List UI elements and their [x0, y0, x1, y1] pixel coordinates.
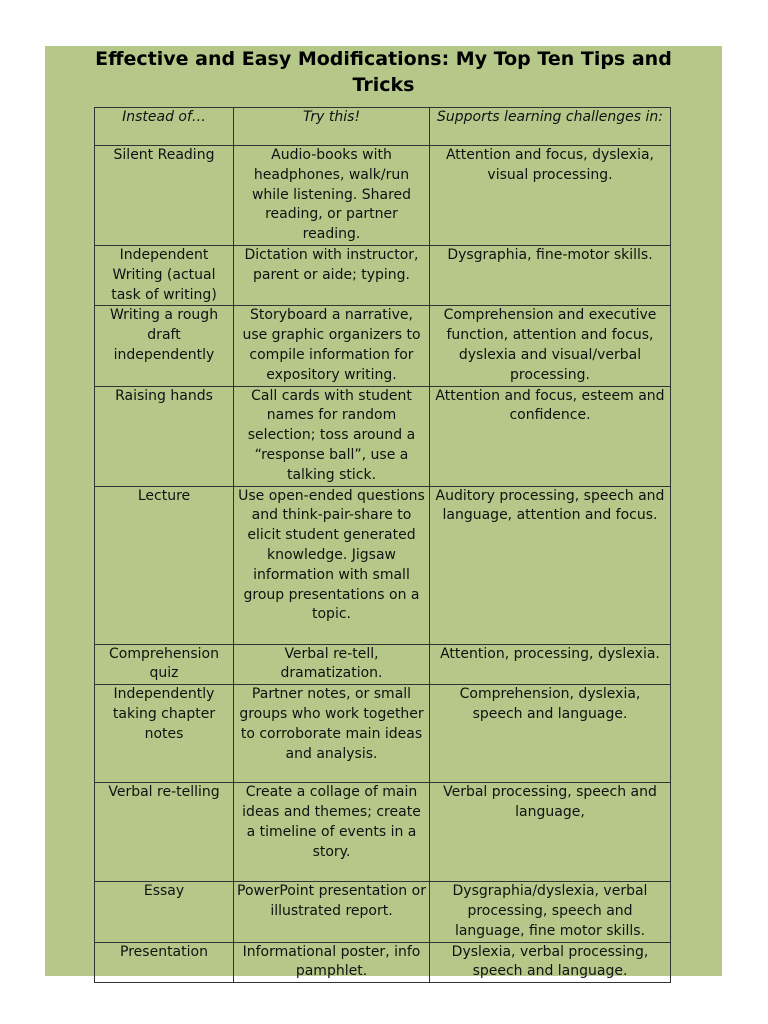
- title-line-2: Tricks: [352, 74, 415, 96]
- table-row: [95, 386, 671, 486]
- cell-try: Partner notes, or small groups who work together to corroborate main ideas and analysis.: [234, 685, 430, 783]
- cell-instead: Comprehension quiz: [95, 644, 234, 685]
- cell-instead: Raising hands: [95, 386, 234, 486]
- table-row: [95, 942, 671, 983]
- cell-supports: Attention and focus, esteem and confidence.: [430, 386, 671, 486]
- table-row: [95, 644, 671, 685]
- table-row: [95, 783, 671, 882]
- cell-supports: Dyslexia, verbal processing, speech and language.: [430, 942, 671, 983]
- cell-supports: Auditory processing, speech and language, attention and focus.: [430, 486, 671, 644]
- cell-supports: Comprehension, dyslexia, speech and language.: [430, 685, 671, 783]
- tips-table: [94, 107, 671, 983]
- table-header-row: [95, 108, 671, 146]
- cell-instead: Silent Reading: [95, 146, 234, 246]
- cell-instead: Verbal re-telling: [95, 783, 234, 882]
- document-title: [45, 46, 722, 98]
- cell-try: Create a collage of main ideas and themes; create a timeline of events in a story.: [234, 783, 430, 882]
- cell-try: Dictation with instructor, parent or aide; typing.: [234, 245, 430, 305]
- cell-supports: Verbal processing, speech and language,: [430, 783, 671, 882]
- cell-try: Storyboard a narrative, use graphic organizers to compile information for expository writing.: [234, 306, 430, 386]
- cell-try: Informational poster, info pamphlet.: [234, 942, 430, 983]
- cell-try: PowerPoint presentation or illustrated report.: [234, 882, 430, 942]
- cell-try: Audio-books with headphones, walk/run while listening. Shared reading, or partner reading.: [234, 146, 430, 246]
- cell-instead: Writing a rough draft independently: [95, 306, 234, 386]
- cell-instead: Independent Writing (actual task of writing): [95, 245, 234, 305]
- document-page: [45, 46, 722, 980]
- table-row: [95, 306, 671, 386]
- header-instead-of: Instead of…: [95, 108, 234, 146]
- table-row: [95, 146, 671, 246]
- cell-try: Call cards with student names for random selection; toss around a “response ball”, use a talking stick.: [234, 386, 430, 486]
- cell-instead: Independently taking chapter notes: [95, 685, 234, 783]
- cell-supports: Attention, processing, dyslexia.: [430, 644, 671, 685]
- cell-supports: Comprehension and executive function, attention and focus, dyslexia and visual/verbal processing.: [430, 306, 671, 386]
- cell-instead: Essay: [95, 882, 234, 942]
- cell-instead: Lecture: [95, 486, 234, 644]
- cell-supports: Dysgraphia/dyslexia, verbal processing, speech and language, fine motor skills.: [430, 882, 671, 942]
- header-supports: Supports learning challenges in:: [430, 108, 671, 146]
- table-row: [95, 882, 671, 942]
- cell-try: Verbal re-tell, dramatization.: [234, 644, 430, 685]
- cell-instead: Presentation: [95, 942, 234, 983]
- header-try-this: Try this!: [234, 108, 430, 146]
- cell-supports: Attention and focus, dyslexia, visual processing.: [430, 146, 671, 246]
- title-line-1: Effective and Easy Modifications: My Top Ten Tips and: [95, 48, 672, 70]
- table-row: [95, 685, 671, 783]
- table-row: [95, 245, 671, 305]
- cell-supports: Dysgraphia, fine-motor skills.: [430, 245, 671, 305]
- cell-try: Use open-ended questions and think-pair-share to elicit student generated knowledge. Jigsaw information with small group presentations on a topic.: [234, 486, 430, 644]
- table-row: [95, 486, 671, 644]
